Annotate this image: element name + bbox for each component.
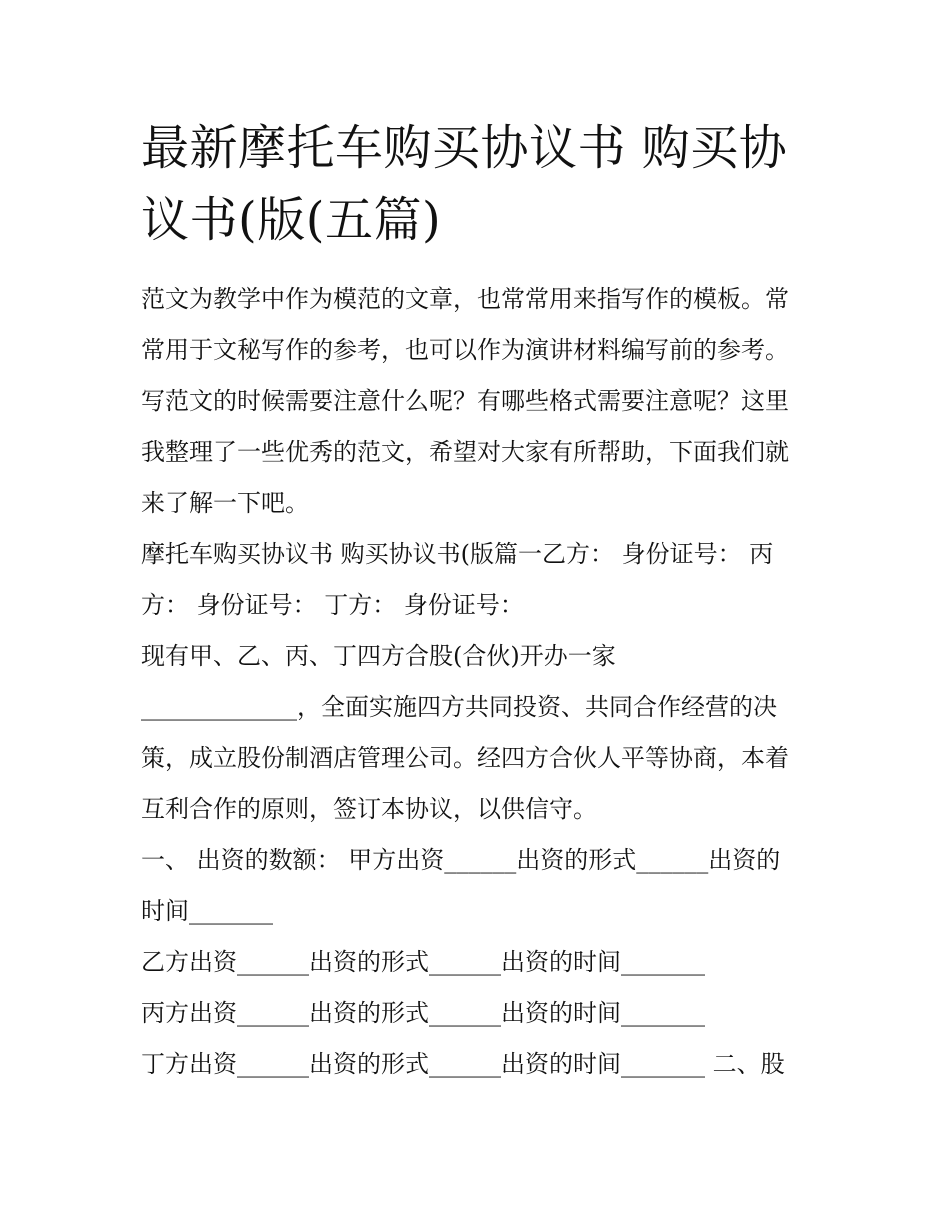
body-line: 丁方出资______出资的形式______出资的时间_______ 二、股 [141, 1050, 785, 1078]
body-line: _____________，全面实施四方共同投资、共同合作经营的决 [141, 693, 777, 721]
body-line: 现有甲、乙、丙、丁四方合股(合伙)开办一家 [141, 642, 616, 670]
body-line: 范文为教学中作为模范的文章，也常常用来指写作的模板。常 [141, 285, 789, 313]
body-line: 时间_______ [141, 897, 273, 925]
body-line: 丙方出资______出资的形式______出资的时间_______ [141, 999, 705, 1027]
title-line: 议书(版(五篇) [141, 192, 442, 248]
body-line: 摩托车购买协议书 购买协议书(版篇一乙方： 身份证号： 丙 [141, 540, 774, 568]
document-page [141, 112, 816, 1090]
body-line: 互利合作的原则，签订本协议，以供信守。 [141, 795, 597, 823]
body-line: 策，成立股份制酒店管理公司。经四方合伙人平等协商，本着 [141, 744, 789, 772]
document-title [141, 112, 816, 256]
body-line: 乙方出资______出资的形式______出资的时间_______ [141, 948, 705, 976]
title-line: 最新摩托车购买协议书 购买协 [141, 120, 788, 176]
document-body [141, 274, 816, 1090]
body-line: 来了解一下吧。 [141, 489, 309, 517]
body-line: 常用于文秘写作的参考，也可以作为演讲材料编写前的参考。 [141, 336, 789, 364]
body-line: 写范文的时候需要注意什么呢？有哪些格式需要注意呢？这里 [141, 387, 789, 415]
body-line: 方： 身份证号： 丁方： 身份证号： [141, 591, 524, 619]
body-line: 一、 出资的数额： 甲方出资______出资的形式______出资的 [141, 846, 781, 874]
body-line: 我整理了一些优秀的范文，希望对大家有所帮助，下面我们就 [141, 438, 789, 466]
